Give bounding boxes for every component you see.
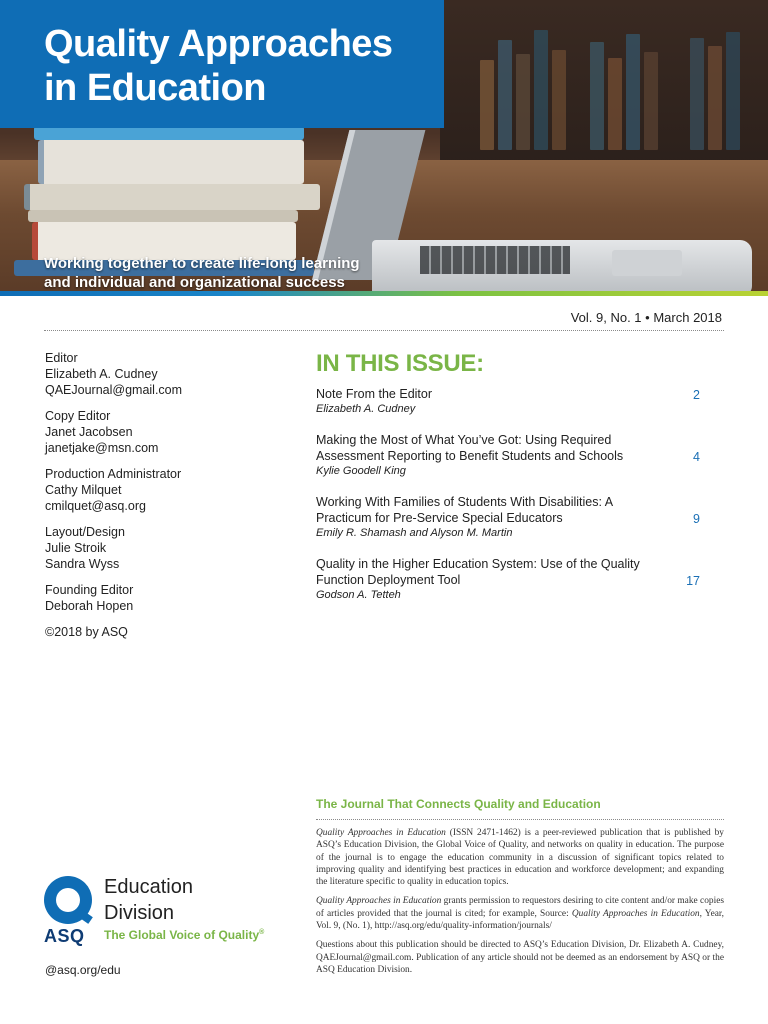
- credit-layout-design: [45, 524, 265, 572]
- volume-number: Vol. 9, No. 1: [570, 310, 642, 325]
- credit-name: Cathy Milquet: [45, 483, 122, 497]
- credit-name: Elizabeth A. Cudney: [45, 367, 158, 381]
- title-line-1: Quality Approaches: [44, 23, 393, 65]
- dotted-rule: [316, 819, 724, 820]
- toc-page-number[interactable]: 4: [693, 450, 700, 464]
- journal-name-italic: Quality Approaches in Education: [316, 896, 442, 907]
- credit-name: Janet Jacobsen: [45, 425, 133, 439]
- issue-date: March 2018: [653, 310, 722, 325]
- credit-founding-editor: [45, 582, 265, 614]
- journal-name-italic: Quality Approaches in Education: [571, 908, 700, 919]
- cover-image: [0, 0, 768, 296]
- dotted-rule: [44, 330, 724, 331]
- copyright: [45, 624, 265, 640]
- toc-article-author: Elizabeth A. Cudney: [316, 403, 416, 415]
- credit-role: Founding Editor: [45, 583, 134, 597]
- credit-copy-editor: [45, 408, 265, 456]
- permission-paragraph: [316, 895, 724, 932]
- toc-article-author: Emily R. Shamash and Alyson M. Martin: [316, 527, 513, 539]
- credit-email: janetjake@msn.com: [45, 441, 159, 455]
- table-of-contents: [316, 386, 700, 618]
- credit-production-admin: [45, 466, 265, 514]
- toc-heading: IN THIS ISSUE:: [316, 350, 484, 377]
- title-line-2: in Education: [44, 67, 266, 109]
- contact-paragraph: Questions about this publication should be directed to ASQ’s Education Division, Dr. Elizabeth A. Cudney, QAEJournal@gmail.com. Publication of any article should not be deemed as an endorsement by ASQ or the ASQ Education Division.: [316, 940, 724, 975]
- publication-notice: [316, 827, 724, 983]
- toc-page-number[interactable]: 17: [686, 574, 700, 588]
- toc-article-title: Making the Most of What You’ve Got: Using Required Assessment Reporting to Benefit Students and Schools: [316, 433, 624, 463]
- asq-wordmark: ASQ: [44, 926, 85, 946]
- toc-article-author: Godson A. Tetteh: [316, 589, 401, 601]
- journal-tagline: The Journal That Connects Quality and Education: [316, 797, 601, 811]
- tagline-line-1: Working together to create life-long learning: [44, 255, 360, 272]
- citation-text: , Year, Vol. 9, (No. 1), http://asq.org/edu/quality-information/journals/: [316, 908, 724, 932]
- permission-text: grants permission to requestors desiring to cite content and/or make copies of articles provided that the journal is cited; for example, Source:: [316, 896, 725, 919]
- toc-item[interactable]: [316, 432, 700, 478]
- about-text: (ISSN 2471-1462) is a peer-reviewed publication that is published by ASQ’s Education Division, the Global Voice of Quality, and networks on quality in education. The purpose of the journal is to engage the education community in a discussion of significant topics related to improving quality and identifying best practices in education and workforce development; and expanding the literature specific to quality in education topics.: [316, 828, 724, 888]
- toc-page-number[interactable]: 9: [693, 512, 700, 526]
- toc-item[interactable]: [316, 556, 700, 602]
- copyright-text: ©2018 by ASQ: [45, 625, 128, 639]
- logo-tagline: [104, 928, 264, 942]
- division-line-2: Division: [104, 902, 175, 924]
- credit-name: Sandra Wyss: [45, 557, 120, 571]
- bookshelf-background: [440, 0, 768, 170]
- credit-role: Copy Editor: [45, 409, 111, 423]
- credit-email: cmilquet@asq.org: [45, 499, 146, 513]
- bullet-separator: •: [645, 310, 650, 325]
- credit-role: Editor: [45, 351, 78, 365]
- credit-role: Layout/Design: [45, 525, 125, 539]
- tagline-line-2: and individual and organizational success: [44, 274, 345, 291]
- website-link[interactable]: @asq.org/edu: [45, 963, 121, 977]
- tagline-text: The Global Voice of Quality: [104, 928, 260, 942]
- credit-editor: [45, 350, 265, 398]
- masthead: [45, 350, 265, 650]
- division-line-1: Education: [104, 876, 193, 898]
- division-name: [104, 874, 193, 926]
- toc-item[interactable]: [316, 386, 700, 416]
- journal-name-italic: Quality Approaches in Education: [316, 828, 446, 838]
- credit-role: Production Administrator: [45, 467, 182, 481]
- toc-page-number[interactable]: 2: [693, 388, 700, 402]
- cover-tagline: [44, 254, 360, 292]
- gradient-divider: [0, 291, 768, 296]
- about-paragraph: [316, 827, 724, 888]
- credit-name: Julie Stroik: [45, 541, 107, 555]
- asq-education-division-logo: [44, 872, 284, 946]
- toc-article-title: Working With Families of Students With Disabilities: A Practicum for Pre-Service Special Educators: [316, 495, 613, 525]
- toc-article-title: Note From the Editor: [316, 387, 433, 401]
- journal-title: [44, 22, 393, 110]
- registered-mark: ®: [259, 929, 265, 936]
- credit-email: QAEJournal@gmail.com: [45, 383, 183, 397]
- credit-name: Deborah Hopen: [45, 599, 134, 613]
- toc-article-author: Kylie Goodell King: [316, 465, 406, 477]
- toc-article-title: Quality in the Higher Education System: Use of the Quality Function Deployment Tool: [316, 557, 640, 587]
- issue-info: [571, 310, 722, 325]
- toc-item[interactable]: [316, 494, 700, 540]
